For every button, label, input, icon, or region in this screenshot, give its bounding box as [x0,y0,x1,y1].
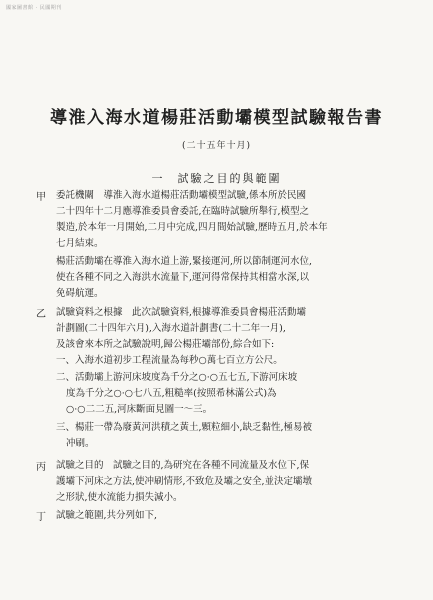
paragraph-jia-continued [56,254,386,302]
text-line: ○·○二二五,河床斷面見圖一～三。 [66,404,213,415]
paragraph-marker: 丙 [36,462,46,473]
text-line: 計劃圖(二十四年六月),入海水道計劃書(二十二年一月), [56,323,286,334]
text-line: 之形狀,使水流能力損失減小。 [56,492,183,503]
paragraph-yi [36,305,386,353]
text-line: 度為千分之○·○七八五,粗糙率(按照希林滿公式)為 [66,388,277,399]
paragraph-ding [36,508,386,524]
text-line: 三、楊莊一帶為廢黃河洪積之黃土,顆粒細小,缺乏黏性,極易被 [56,422,313,433]
paragraph-jia [36,188,386,252]
list-item-3 [56,420,386,452]
text-line: 及該會來本所之試驗說明,歸公楊莊壩部份,綜合如下: [56,339,275,350]
paragraph-marker: 丁 [36,512,46,523]
text-line: 一、入海水道初步工程流量為每秒○萬七百立方公尺。 [56,355,283,366]
text-line: 二十四年十二月應導淮委員會委託,在臨時試驗所舉行,模型之 [56,206,310,217]
text-line: 免碍航運。 [56,288,104,299]
text-line: 七月結束。 [56,238,104,249]
list-item-1 [56,353,386,369]
text-line: 冲刷。 [66,438,95,449]
text-line: 二、活動壩上游河床坡度為千分之○·○五七五,下游河床坡 [56,372,298,383]
text-line: 試驗資料之根據 此次試驗資料,根據導淮委員會楊莊活動壩 [56,307,307,318]
list-item-2 [56,370,386,418]
archive-stamp: 國家圖書館 · 民國期刊 [6,5,62,11]
paragraph-marker: 甲 [36,192,46,203]
text-line: 委託機關 導淮入海水道楊莊活動壩模型試驗,係本所於民國 [56,190,307,201]
text-line: 護壩下河床之方法,使冲刷情形,不致危及壩之安全,並決定壩墩 [56,476,313,487]
report-title: 導淮入海水道楊莊活動壩模型試驗報告書 [50,108,383,128]
section-heading: 一 試驗之目的與範圍 [151,172,282,185]
text-line: 試驗之範圍,共分列如下, [56,510,158,521]
paragraph-marker: 乙 [36,309,46,320]
text-line: 楊莊活動壩在導淮入海水道上游,緊接運河,所以節制運河水位, [56,256,313,267]
text-line: 使在各種不同之入海洪水流量下,運河得常保持其相當水深,以 [56,272,310,283]
text-line: 製造,於本年一月開始,二月中完成,四月間始試驗,歷時五月,於本年 [56,222,328,233]
text-line: 試驗之目的 試驗之目的,為研究在各種不同流量及水位下,保 [56,460,310,471]
paragraph-bing [36,458,386,506]
report-date: (二十五年十月) [181,141,252,151]
